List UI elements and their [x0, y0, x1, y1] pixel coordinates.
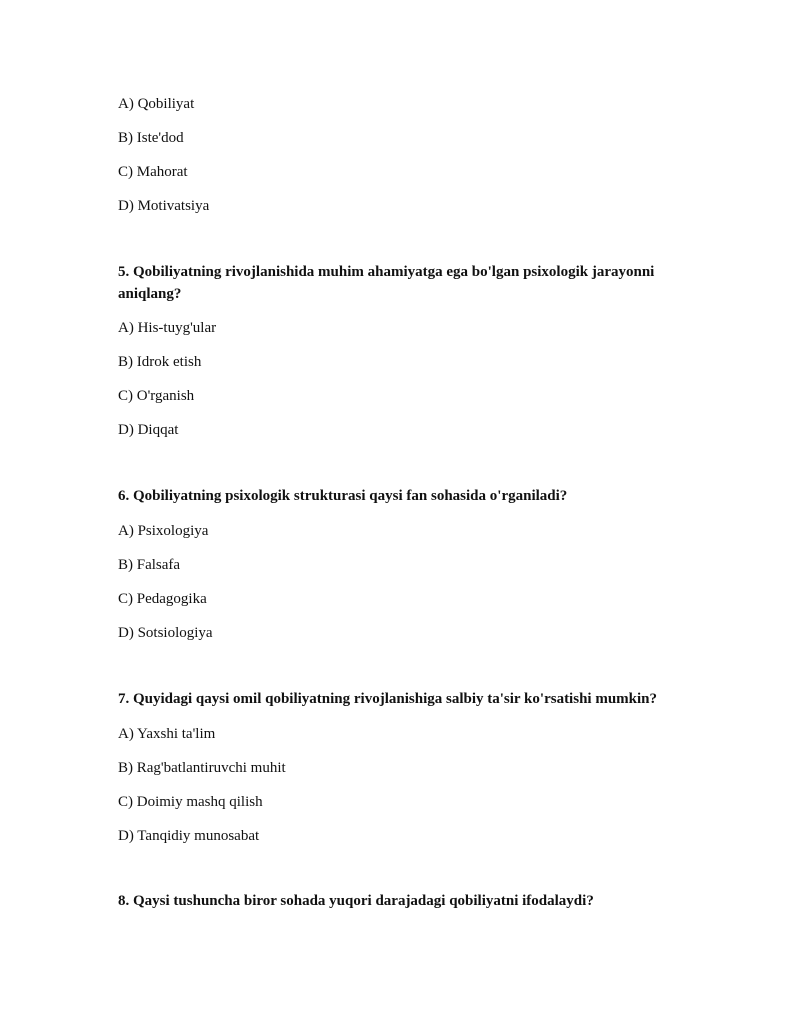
- question-7-text: 7. Quyidagi qaysi omil qobiliyatning rivojlanishiga salbiy ta'sir ko'rsatishi mumkin?: [118, 691, 658, 707]
- q6-option-a: A) Psixologiya: [118, 523, 209, 539]
- q7-option-d: D) Tanqidiy munosabat: [118, 828, 260, 844]
- option-d: D) Motivatsiya: [118, 198, 210, 214]
- option-a: A) Qobiliyat: [118, 96, 195, 112]
- q6-option-c: C) Pedagogika: [118, 591, 207, 607]
- q5-option-b: B) Idrok etish: [118, 354, 202, 370]
- q6-option-b: B) Falsafa: [118, 557, 181, 573]
- q5-option-a: A) His-tuyg'ular: [118, 320, 217, 336]
- q7-option-a: A) Yaxshi ta'lim: [118, 726, 216, 742]
- question-5-text: 5. Qobiliyatning rivojlanishida muhim ahamiyatga ega bo'lgan psixologik jarayonni aniqlang?: [118, 264, 655, 302]
- q7-option-b: B) Rag'batlantiruvchi muhit: [118, 760, 286, 776]
- q5-option-d: D) Diqqat: [118, 422, 179, 438]
- q5-option-c: C) O'rganish: [118, 388, 195, 404]
- option-c: C) Mahorat: [118, 164, 188, 180]
- q6-option-d: D) Sotsiologiya: [118, 625, 213, 641]
- option-b: B) Iste'dod: [118, 130, 184, 146]
- question-8-text: 8. Qaysi tushuncha biror sohada yuqori darajadagi qobiliyatni ifodalaydi?: [118, 893, 594, 909]
- question-6-text: 6. Qobiliyatning psixologik strukturasi qaysi fan sohasida o'rganiladi?: [118, 488, 568, 504]
- q7-option-c: C) Doimiy mashq qilish: [118, 794, 263, 810]
